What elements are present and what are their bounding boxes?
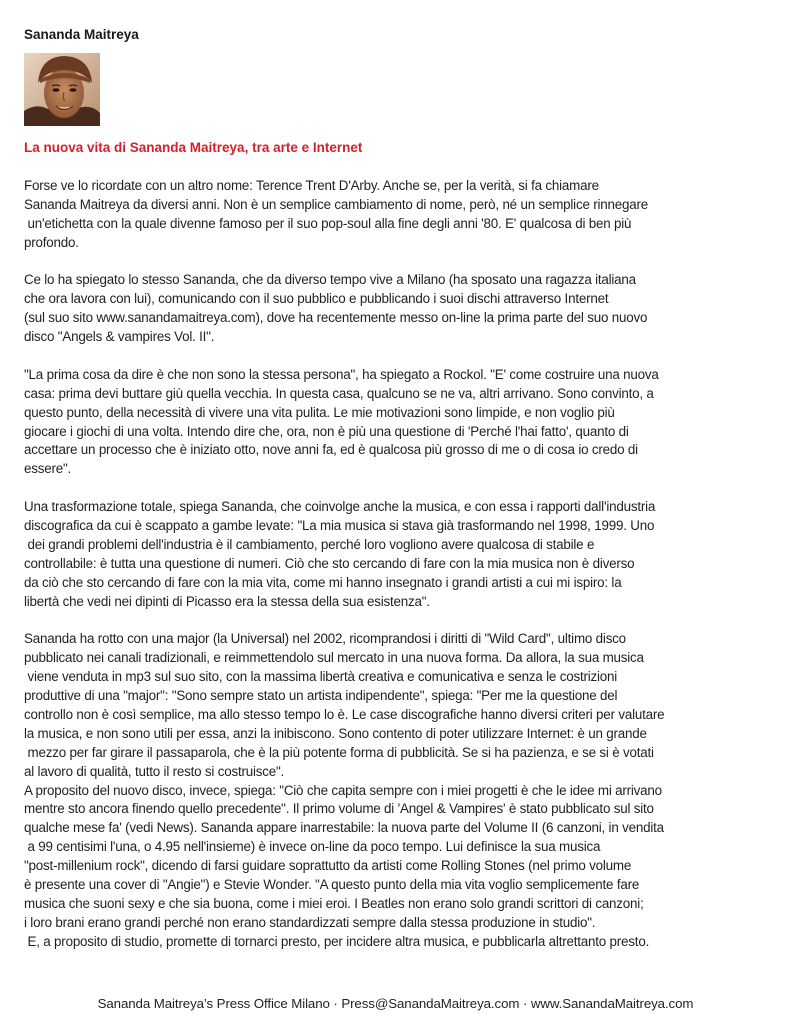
- paragraph-gap: [24, 611, 776, 630]
- text-line: Sananda Maitreya da diversi anni. Non è un semplice cambiamento di nome, però, né un semplice rinnegare: [24, 196, 649, 212]
- paragraph-2: [24, 271, 776, 347]
- text-line: controllo non è così semplice, ma allo stesso tempo lo è. Le case discografiche hanno diversi criteri per valutare: [24, 706, 665, 722]
- text-line: Sananda ha rotto con una major (la Universal) nel 2002, ricomprandosi i diritti di "Wild Card", ultimo disco: [24, 631, 626, 647]
- text-line: accettare un processo che è iniziato otto, nove anni fa, ed è qualcosa più grosso di me o di cosa io credo di: [24, 442, 638, 458]
- paragraph-gap: [24, 479, 776, 498]
- paragraph-gap: [24, 253, 776, 272]
- text-line: pubblicato nei canali tradizionali, e reimmettendolo sul mercato in una nuova forma. Da allora, la sua musica: [24, 650, 644, 666]
- text-line: qualche mese fa' (vedi News). Sananda appare inarrestabile: la nuova parte del Volume II (6 canzoni, in vendita: [24, 820, 664, 836]
- text-line: disco "Angels & vampires Vol. II".: [24, 329, 215, 345]
- press-office-footer: Sananda Maitreya’s Press Office Milano · Press@SanandaMaitreya.com · www.SanandaMaitreya.com: [97, 996, 694, 1011]
- text-line: A proposito del nuovo disco, invece, spiega: "Ciò che capita sempre con i miei progetti è che le idee mi arrivano: [24, 782, 662, 798]
- text-line: dei grandi problemi dell'industria è il cambiamento, perché loro vogliono avere qualcosa di stabile e: [24, 536, 595, 552]
- text-line: a 99 centisimi l'una, o 4.95 nell'insieme) è invece on-line da poco tempo. Lui definisce la sua musica: [24, 839, 601, 855]
- text-line: i loro brani erano grandi perché non erano standardizzati sempre dalla stessa produzione in studio".: [24, 914, 596, 930]
- text-line: profondo.: [24, 234, 79, 250]
- paragraph-5: [24, 630, 776, 951]
- text-line: discografica da cui è scappato a gambe levate: "La mia musica si stava già trasformando nel 1998, 1999. Uno: [24, 518, 655, 534]
- text-line: "post-millenium rock", dicendo di farsi guidare soprattutto da artisti come Rolling Stones (nel primo volume: [24, 858, 632, 874]
- text-line: produttive di una "major": "Sono sempre stato un artista indipendente", spiega: "Per me la questione del: [24, 688, 618, 704]
- text-line: viene venduta in mp3 sul suo sito, con la massima libertà creativa e comunicativa e senza le costrizioni: [24, 669, 618, 685]
- text-line: mentre sto ancora finendo quello precedente". Il primo volume di 'Angel & Vampires' è stato pubblicato sul sito: [24, 801, 654, 817]
- paragraph-3: [24, 366, 776, 479]
- paragraph-4: [24, 498, 776, 611]
- author-portrait: [24, 53, 100, 126]
- text-line: (sul suo sito www.sanandamaitreya.com), dove ha recentemente messo on-line la prima parte del suo nuovo: [24, 310, 648, 326]
- text-line: Forse ve lo ricordate con un altro nome: Terence Trent D'Arby. Anche se, per la verità, si fa chiamare: [24, 178, 599, 193]
- text-line: casa: prima devi buttare giù quella vecchia. In questa casa, qualcuno se ne va, altri arrivano. Sono convinto, a: [24, 385, 654, 401]
- text-line: un'etichetta con la quale divenne famoso per il suo pop-soul alla fine degli anni '80. E' qualcosa di ben più: [24, 215, 632, 231]
- text-line: E, a proposito di studio, promette di tornarci presto, per incidere altra musica, e pubblicarla altrettanto presto.: [24, 933, 650, 949]
- text-line: Una trasformazione totale, spiega Sananda, che coinvolge anche la musica, e con essa i rapporti dall'industria: [24, 499, 656, 515]
- text-line: da ciò che sto cercando di fare con la mia vita, come mi hanno insegnato i grandi artisti a cui mi ispiro: la: [24, 574, 622, 590]
- author-name-header: Sananda Maitreya: [24, 27, 139, 42]
- text-line: al lavoro di qualità, tutto il resto si costruisce".: [24, 763, 285, 779]
- text-line: che ora lavora con lui), comunicando con il suo pubblico e pubblicando i suoi dischi attraverso Internet: [24, 291, 609, 307]
- text-line: giocare i giochi di una volta. Intendo dire che, ora, non è più una questione di 'Perché l'hai fatto', quanto di: [24, 423, 629, 439]
- paragraph-gap: [24, 347, 776, 366]
- text-line: essere".: [24, 461, 72, 477]
- article-title: La nuova vita di Sananda Maitreya, tra arte e Internet: [24, 140, 363, 155]
- text-line: controllabile: è tutta una questione di numeri. Ciò che sto cercando di fare con la mia musica non è diverso: [24, 555, 635, 571]
- text-line: libertà che vedi nei dipinti di Picasso era la stessa della sua esistenza".: [24, 593, 430, 609]
- text-line: "La prima cosa da dire è che non sono la stessa persona", ha spiegato a Rockol. "E' come costruire una nuova: [24, 366, 659, 382]
- text-line: è presente una cover di "Angie") e Stevie Wonder. "A questo punto della mia vita voglio semplicemente fare: [24, 876, 640, 892]
- text-line: musica che suoni sexy e che sia buona, come i miei eroi. I Beatles non erano solo grandi scrittori di canzoni;: [24, 895, 644, 911]
- article-body: [24, 177, 776, 952]
- text-line: Ce lo ha spiegato lo stesso Sananda, che da diverso tempo vive a Milano (ha sposato una ragazza italiana: [24, 272, 636, 288]
- paragraph-1: [24, 177, 776, 253]
- portrait-photo: [24, 53, 100, 126]
- text-line: mezzo per far girare il passaparola, che è la più potente forma di pubblicità. Se si ha pazienza, e se si è votati: [24, 744, 654, 760]
- text-line: la musica, e non sono utili per essa, anzi la inibiscono. Sono contento di poter utilizzare Internet: è un grande: [24, 725, 647, 741]
- text-line: questo punto, della necessità di vivere una vita pulita. Le mie motivazioni sono limpide, e non voglio più: [24, 404, 615, 420]
